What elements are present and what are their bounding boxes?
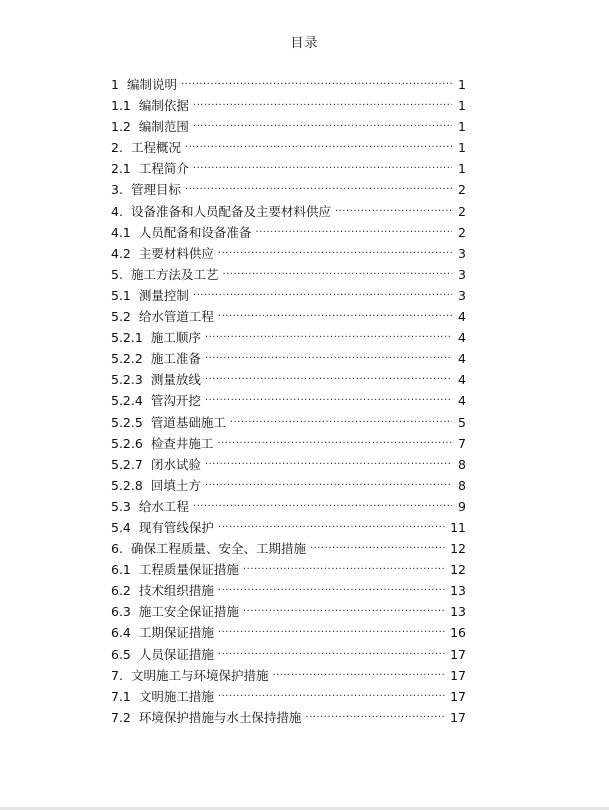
toc-entry-number: 5.2.3 [111, 372, 143, 388]
toc-dot-leader [218, 644, 446, 665]
toc-entry-number: 1.1 [111, 98, 131, 114]
toc-entry-label: 施工安全保证措施 [138, 604, 239, 620]
toc-dot-leader [205, 390, 452, 411]
toc-entry-label: 工程简介 [138, 161, 189, 177]
toc-entry-label: 人员配备和设备准备 [138, 224, 252, 240]
toc-entry-label: 确保工程质量、安全、工期措施 [130, 541, 306, 557]
toc-entry-label: 测量控制 [138, 287, 189, 303]
toc-entry[interactable] [111, 601, 466, 622]
toc-entry[interactable] [111, 644, 466, 665]
toc-entry-page: 2 [458, 203, 466, 219]
toc-entry[interactable] [111, 201, 466, 222]
toc-entry-page: 3 [458, 245, 466, 261]
toc-dot-leader [218, 580, 446, 601]
toc-entry[interactable] [111, 243, 466, 264]
toc-entry[interactable] [111, 517, 466, 538]
toc-entry[interactable] [111, 158, 466, 179]
toc-entry[interactable] [111, 264, 466, 285]
toc-entry-label: 施工准备 [150, 351, 201, 367]
toc-entry-label: 工程概况 [130, 140, 181, 156]
toc-entry-label: 工程质量保证措施 [138, 562, 239, 578]
toc-dot-leader [205, 348, 452, 369]
toc-entry-label: 编制范围 [138, 119, 189, 135]
toc-entry-number: 6.2 [111, 583, 131, 599]
toc-entry[interactable] [111, 665, 466, 686]
toc-dot-leader [181, 74, 452, 95]
toc-entry-number: 2.1 [111, 161, 131, 177]
toc-entry-page: 1 [458, 98, 466, 114]
toc-entry-label: 管道基础施工 [150, 414, 226, 430]
toc-entry-page: 12 [450, 541, 466, 557]
table-of-contents [111, 74, 466, 728]
toc-entry-number: 4. [111, 203, 123, 219]
toc-entry-label: 工期保证措施 [138, 625, 214, 641]
toc-entry[interactable] [111, 179, 466, 200]
toc-entry-label: 检查井施工 [150, 435, 214, 451]
toc-entry-label: 设备准备和人员配备及主要材料供应 [130, 203, 331, 219]
toc-entry-number: 1 [111, 77, 119, 92]
toc-entry-number: 4.2 [111, 245, 131, 261]
toc-entry-page: 17 [450, 667, 466, 683]
toc-entry[interactable] [111, 496, 466, 517]
toc-entry-number: 5.1 [111, 287, 131, 303]
toc-dot-leader [272, 665, 446, 686]
toc-entry-page: 8 [458, 477, 466, 493]
toc-entry[interactable] [111, 580, 466, 601]
toc-entry[interactable] [111, 433, 466, 454]
toc-entry-page: 13 [450, 583, 466, 599]
toc-entry-page: 13 [450, 604, 466, 620]
toc-entry-number: 5.4 [111, 519, 131, 535]
toc-entry-number: 5.3 [111, 498, 131, 514]
toc-dot-leader [193, 496, 452, 517]
toc-entry[interactable] [111, 559, 466, 580]
toc-title: 目录 [290, 36, 319, 51]
toc-entry-label: 编制说明 [126, 77, 177, 92]
toc-entry-label: 人员保证措施 [138, 646, 214, 662]
toc-entry[interactable] [111, 306, 466, 327]
toc-entry-label: 环境保护措施与水土保持措施 [138, 709, 302, 725]
toc-entry-page: 1 [458, 119, 466, 135]
toc-entry-label: 文明施工措施 [138, 688, 214, 704]
toc-entry-page: 4 [458, 309, 466, 325]
toc-entry-page: 9 [458, 498, 466, 514]
toc-entry-number: 6.3 [111, 604, 131, 620]
toc-entry[interactable] [111, 222, 466, 243]
toc-entry-number: 5.2.8 [111, 477, 143, 493]
toc-entry-number: 6.1 [111, 562, 131, 578]
toc-dot-leader [335, 201, 452, 222]
toc-entry-label: 管理目标 [130, 182, 181, 198]
toc-entry-page: 4 [458, 330, 466, 346]
toc-dot-leader [218, 243, 452, 264]
toc-entry[interactable] [111, 538, 466, 559]
toc-entry[interactable] [111, 348, 466, 369]
toc-dot-leader [230, 412, 452, 433]
toc-entry-page: 4 [458, 393, 466, 409]
toc-dot-leader [222, 264, 452, 285]
toc-dot-leader [218, 686, 446, 707]
toc-entry-page: 11 [450, 519, 466, 535]
toc-entry-page: 2 [458, 224, 466, 240]
toc-dot-leader [243, 559, 446, 580]
toc-entry[interactable] [111, 622, 466, 643]
toc-entry-label: 管沟开挖 [150, 393, 201, 409]
toc-dot-leader [310, 538, 446, 559]
toc-entry-page: 2 [458, 182, 466, 198]
toc-entry-page: 5 [458, 414, 466, 430]
toc-dot-leader [205, 327, 452, 348]
toc-dot-leader [218, 517, 446, 538]
toc-entry[interactable] [111, 707, 466, 728]
toc-entry-page: 17 [450, 709, 466, 725]
toc-entry-label: 闭水试验 [150, 456, 201, 472]
toc-entry-number: 5.2.1 [111, 330, 143, 346]
toc-entry-label: 给水管道工程 [138, 309, 214, 325]
toc-entry-page: 12 [450, 562, 466, 578]
toc-dot-leader [255, 222, 452, 243]
toc-entry-number: 5.2 [111, 309, 131, 325]
toc-dot-leader [193, 158, 452, 179]
toc-entry[interactable] [111, 137, 466, 158]
toc-entry-number: 1.2 [111, 119, 131, 135]
toc-dot-leader [193, 116, 452, 137]
toc-entry-page: 3 [458, 266, 466, 282]
toc-entry-number: 5.2.7 [111, 456, 143, 472]
toc-entry[interactable] [111, 369, 466, 390]
toc-entry-page: 4 [458, 351, 466, 367]
toc-dot-leader [205, 454, 452, 475]
toc-dot-leader [243, 601, 446, 622]
toc-entry-page: 1 [458, 161, 466, 177]
toc-entry-number: 6.5 [111, 646, 131, 662]
toc-entry-page: 1 [458, 140, 466, 156]
toc-entry-number: 6.4 [111, 625, 131, 641]
toc-entry-page: 1 [458, 77, 466, 92]
toc-dot-leader [305, 707, 446, 728]
toc-entry[interactable] [111, 412, 466, 433]
toc-dot-leader [218, 622, 446, 643]
toc-entry-number: 4.1 [111, 224, 131, 240]
toc-dot-leader [193, 285, 452, 306]
toc-entry-number: 5.2.6 [111, 435, 143, 451]
toc-entry-number: 5. [111, 266, 123, 282]
toc-entry-number: 7. [111, 667, 123, 683]
toc-dot-leader [218, 306, 452, 327]
toc-entry-page: 16 [450, 625, 466, 641]
toc-entry-page: 17 [450, 646, 466, 662]
toc-entry[interactable] [111, 74, 466, 95]
toc-entry-label: 施工顺序 [150, 330, 201, 346]
toc-entry-label: 主要材料供应 [138, 245, 214, 261]
toc-entry[interactable] [111, 475, 466, 496]
toc-entry-label: 回填土方 [150, 477, 201, 493]
toc-entry-number: 5.2.4 [111, 393, 143, 409]
toc-dot-leader [185, 179, 452, 200]
toc-entry[interactable] [111, 285, 466, 306]
toc-dot-leader [193, 95, 452, 116]
toc-entry-label: 给水工程 [138, 498, 189, 514]
toc-entry-label: 技术组织措施 [138, 583, 214, 599]
toc-dot-leader [217, 433, 452, 454]
toc-dot-leader [185, 137, 452, 158]
toc-entry-page: 3 [458, 287, 466, 303]
toc-entry-label: 文明施工与环境保护措施 [130, 667, 269, 683]
toc-dot-leader [205, 475, 452, 496]
toc-entry-number: 6. [111, 541, 123, 557]
toc-entry[interactable] [111, 327, 466, 348]
toc-entry[interactable] [111, 116, 466, 137]
toc-entry[interactable] [111, 390, 466, 411]
toc-dot-leader [205, 369, 452, 390]
toc-entry-number: 2. [111, 140, 123, 156]
toc-entry[interactable] [111, 454, 466, 475]
toc-entry-label: 编制依据 [138, 98, 189, 114]
toc-entry-label: 施工方法及工艺 [130, 266, 219, 282]
toc-entry-number: 7.2 [111, 709, 131, 725]
toc-entry-page: 7 [458, 435, 466, 451]
toc-entry-number: 5.2.5 [111, 414, 143, 430]
toc-entry-label: 测量放线 [150, 372, 201, 388]
toc-entry-label: 现有管线保护 [138, 519, 214, 535]
toc-entry-number: 7.1 [111, 688, 131, 704]
toc-entry-number: 5.2.2 [111, 351, 143, 367]
toc-entry-page: 8 [458, 456, 466, 472]
toc-entry-page: 4 [458, 372, 466, 388]
toc-entry[interactable] [111, 95, 466, 116]
toc-entry-number: 3. [111, 182, 123, 198]
toc-entry-page: 17 [450, 688, 466, 704]
toc-entry[interactable] [111, 686, 466, 707]
